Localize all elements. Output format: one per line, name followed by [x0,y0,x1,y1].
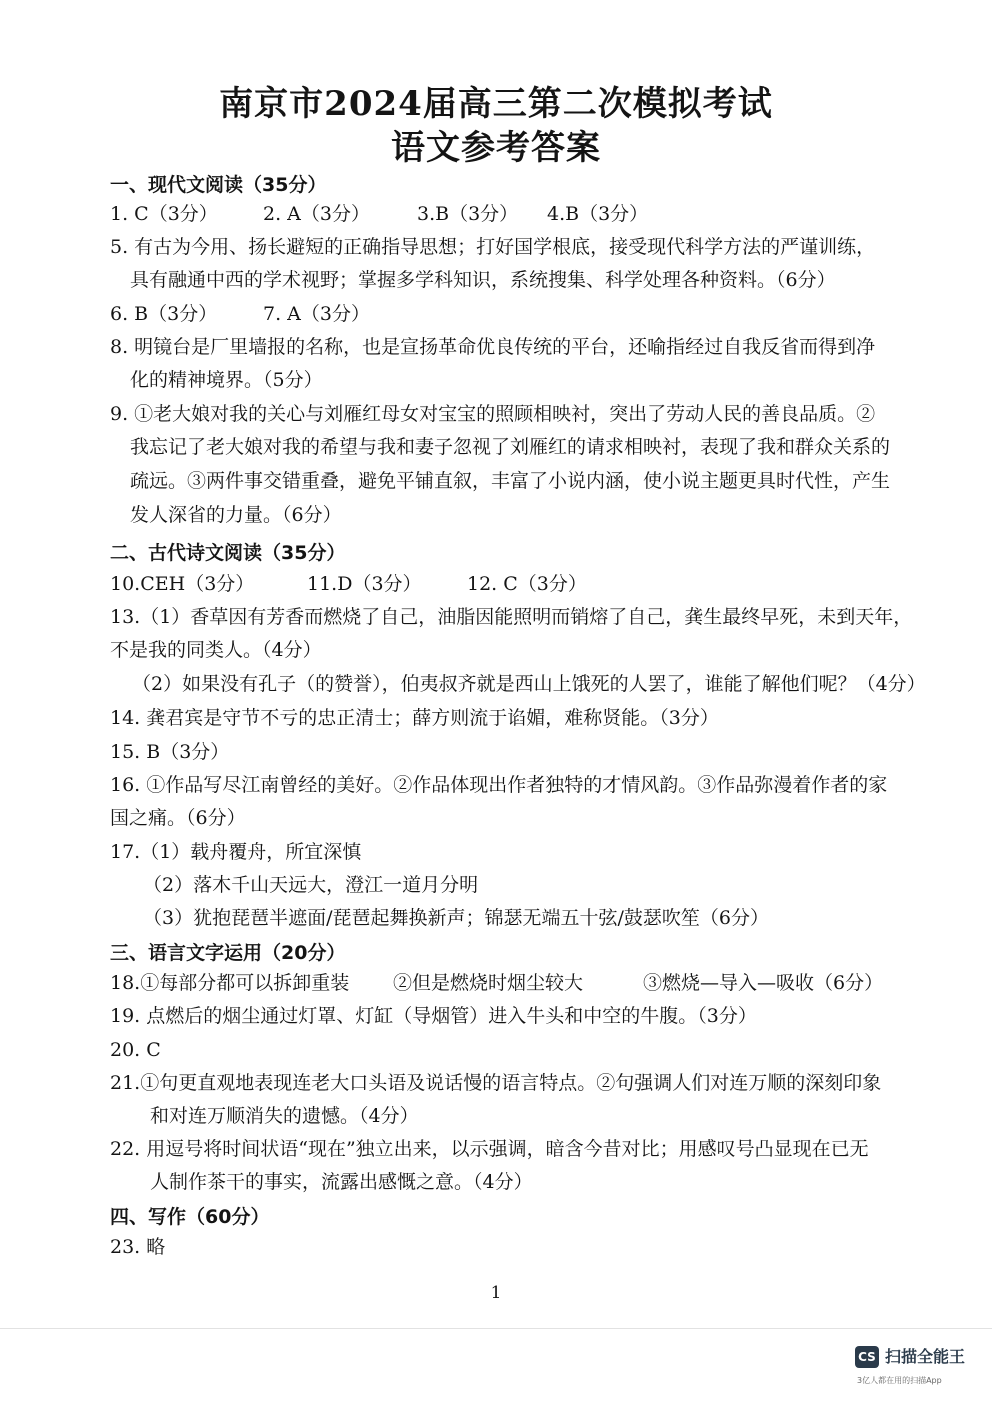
answer-13-line-3: （2）如果没有孔子（的赞誉），伯夷叔齐就是西山上饿死的人罢了，谁能了解他们呢？（4分） [132,673,926,695]
answer-17-line-3: （3）犹抱琵琶半遮面/琵琶起舞换新声；锦瑟无端五十弦/鼓瑟吹笙（6分） [143,907,769,929]
answer-18-part-2: ②但是燃烧时烟尘较大 [393,972,584,994]
answer-6: 6. B（3分） [110,303,218,325]
section-heading-modern-reading: 一、现代文阅读（35分） [110,174,327,196]
answer-15: 15. B（3分） [110,741,230,763]
answer-7: 7. A（3分） [263,303,370,325]
document-subtitle: 语文参考答案 [391,128,601,168]
answer-3: 3.B（3分） [417,203,519,225]
answer-22-line-2: 人制作茶干的事实，流露出感慨之意。（4分） [150,1171,533,1193]
answer-9-line-3: 疏远。③两件事交错重叠，避免平铺直叙，丰富了小说内涵，使小说主题更具时代性，产生 [130,470,891,492]
answer-8-line-2: 化的精神境界。（5分） [130,369,323,391]
answer-21-line-2: 和对连万顺消失的遗憾。（4分） [150,1105,419,1127]
answer-9-line-4: 发人深省的力量。（6分） [130,504,342,526]
page-number: 1 [490,1283,502,1303]
answer-13-line-2: 不是我的同类人。（4分） [110,639,322,661]
answer-16-line-2: 国之痛。（6分） [110,807,246,829]
footer-divider [0,1328,992,1329]
answer-5-line-2: 具有融通中西的学术视野；掌握多学科知识，系统搜集、科学处理各种资料。（6分） [130,269,836,291]
answer-13-line-1: 13.（1）香草因有芳香而燃烧了自己，油脂因能照明而销熔了自己，龚生最终早死，未到天年， [110,606,913,628]
answer-1: 1. C（3分） [110,203,218,225]
answer-20: 20. C [110,1039,161,1061]
answer-2: 2. A（3分） [263,203,370,225]
document-title: 南京市2024届高三第二次模拟考试 [219,84,773,124]
answer-11: 11.D（3分） [307,573,422,595]
answer-4: 4.B（3分） [547,203,649,225]
answer-19: 19. 点燃后的烟尘通过灯罩、灯缸（导烟管）进入牛头和中空的牛腹。（3分） [110,1005,757,1027]
answer-18-part-1: 18.①每部分都可以拆卸重装 [110,972,350,994]
camscanner-logo-icon: CS [855,1346,879,1368]
section-heading-writing: 四、写作（60分） [110,1206,270,1228]
answer-22-line-1: 22. 用逗号将时间状语“现在”独立出来，以示强调，暗含今昔对比；用感叹号凸显现在已无 [110,1138,869,1160]
answer-21-line-1: 21.①句更直观地表现连老大口头语及说话慢的语言特点。②句强调人们对连万顺的深刻印象 [110,1072,882,1094]
section-heading-classical-reading: 二、古代诗文阅读（35分） [110,542,346,564]
answer-17-line-1: 17.（1）载舟覆舟，所宜深慎 [110,841,362,863]
answer-14: 14. 龚君宾是守节不亏的忠正清士；薛方则流于谄媚，难称贤能。（3分） [110,707,719,729]
answer-17-line-2: （2）落木千山天远大，澄江一道月分明 [143,874,479,896]
answer-12: 12. C（3分） [467,573,587,595]
answer-5-line-1: 5. 有古为今用、扬长避短的正确指导思想；打好国学根底，接受现代科学方法的严谨训练， [110,236,876,258]
answer-16-line-1: 16. ①作品写尽江南曾经的美好。②作品体现出作者独特的才情风韵。③作品弥漫着作者的家 [110,774,888,796]
answer-8-line-1: 8. 明镜台是厂里墙报的名称，也是宣扬革命优良传统的平台，还喻指经过自我反省而得到净 [110,336,876,358]
section-heading-language-use: 三、语言文字运用（20分） [110,942,346,964]
scanner-app-name: 扫描全能王 [885,1347,966,1366]
answer-23: 23. 略 [110,1236,166,1258]
answer-9-line-1: 9. ①老大娘对我的关心与刘雁红母女对宝宝的照顾相映衬，突出了劳动人民的善良品质。② [110,403,876,425]
answer-18-part-3: ③燃烧—导入—吸收（6分） [643,972,884,994]
answer-10: 10.CEH（3分） [110,573,255,595]
scanner-app-tagline: 3亿人都在用的扫描App [857,1376,942,1385]
answer-9-line-2: 我忘记了老大娘对我的希望与我和妻子忽视了刘雁红的请求相映衬，表现了我和群众关系的 [130,436,891,458]
